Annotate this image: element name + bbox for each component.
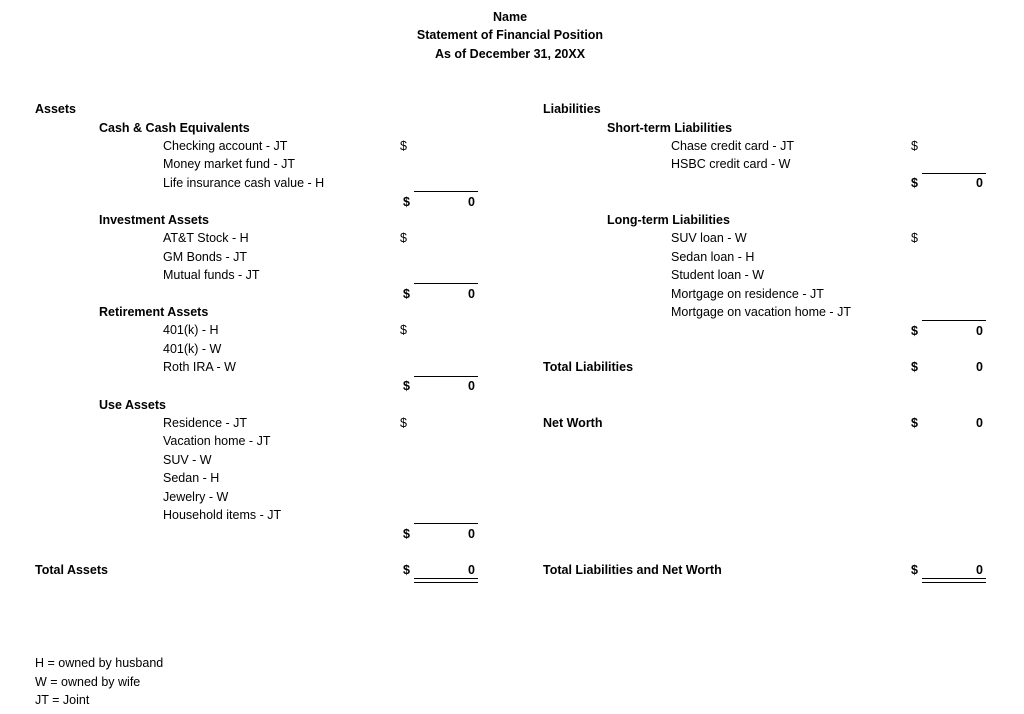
asset-item: Household items - JT (163, 508, 282, 522)
asset-item: Life insurance cash value - H (163, 176, 325, 190)
currency-sign: $ (400, 416, 407, 430)
asset-item: AT&T Stock - H (163, 231, 249, 245)
total-liabilities-label: Total Liabilities (543, 360, 634, 374)
asset-item: Roth IRA - W (163, 360, 236, 374)
total-liabilities-value: 0 (976, 360, 983, 374)
currency-sign: $ (400, 323, 407, 337)
asset-item: Mutual funds - JT (163, 268, 260, 282)
liabilities-heading: Liabilities (543, 102, 601, 116)
total-assets-value: 0 (468, 563, 475, 577)
short-term-heading: Short-term Liabilities (607, 121, 733, 135)
liability-item: Sedan loan - H (671, 250, 755, 264)
currency-sign: $ (403, 195, 410, 209)
liability-item: Chase credit card - JT (671, 139, 794, 153)
currency-sign: $ (911, 416, 918, 430)
currency-sign: $ (911, 231, 918, 245)
statement-date: As of December 31, 20XX (434, 47, 586, 61)
liability-item: Mortgage on residence - JT (671, 287, 824, 301)
net-worth-label: Net Worth (543, 416, 603, 430)
total-liab-nw-label: Total Liabilities and Net Worth (543, 563, 722, 577)
investment-heading: Investment Assets (99, 213, 209, 227)
asset-item: 401(k) - H (163, 323, 219, 337)
currency-sign: $ (911, 563, 918, 577)
asset-item: Money market fund - JT (163, 157, 295, 171)
currency-sign: $ (403, 379, 410, 393)
subtotal-rule (922, 320, 986, 321)
total-double-rule (414, 578, 478, 583)
subtotal-rule (414, 191, 478, 192)
currency-sign: $ (403, 563, 410, 577)
subtotal-rule (922, 173, 986, 174)
long-term-subtotal: 0 (976, 324, 983, 338)
subtotal-rule (414, 523, 478, 524)
asset-item: SUV - W (163, 453, 212, 467)
subtotal-rule (414, 283, 478, 284)
cash-heading: Cash & Cash Equivalents (99, 121, 250, 135)
legend-wife: W = owned by wife (35, 675, 141, 689)
use-assets-heading: Use Assets (99, 398, 166, 412)
currency-sign: $ (911, 139, 918, 153)
liability-item: Student loan - W (671, 268, 765, 282)
asset-item: Sedan - H (163, 471, 220, 485)
investment-subtotal: 0 (468, 287, 475, 301)
total-liab-nw-value: 0 (976, 563, 983, 577)
asset-item: Checking account - JT (163, 139, 288, 153)
asset-item: GM Bonds - JT (163, 250, 248, 264)
statement-title: Statement of Financial Position (416, 28, 604, 42)
currency-sign: $ (400, 231, 407, 245)
total-assets-label: Total Assets (35, 563, 108, 577)
liability-item: SUV loan - W (671, 231, 747, 245)
long-term-heading: Long-term Liabilities (607, 213, 730, 227)
currency-sign: $ (911, 176, 918, 190)
currency-sign: $ (403, 527, 410, 541)
total-double-rule (922, 578, 986, 583)
liability-item: HSBC credit card - W (671, 157, 791, 171)
asset-item: Residence - JT (163, 416, 248, 430)
currency-sign: $ (400, 139, 407, 153)
asset-item: 401(k) - W (163, 342, 222, 356)
cash-subtotal: 0 (468, 195, 475, 209)
assets-heading: Assets (35, 102, 76, 116)
currency-sign: $ (911, 324, 918, 338)
asset-item: Jewelry - W (163, 490, 229, 504)
legend-joint: JT = Joint (35, 693, 90, 707)
currency-sign: $ (911, 360, 918, 374)
short-term-subtotal: 0 (976, 176, 983, 190)
subtotal-rule (414, 376, 478, 377)
legend-husband: H = owned by husband (35, 656, 164, 670)
statement-name: Name (492, 10, 528, 24)
use-assets-subtotal: 0 (468, 527, 475, 541)
currency-sign: $ (403, 287, 410, 301)
net-worth-value: 0 (976, 416, 983, 430)
liability-item: Mortgage on vacation home - JT (671, 305, 851, 319)
asset-item: Vacation home - JT (163, 434, 271, 448)
retirement-subtotal: 0 (468, 379, 475, 393)
retirement-heading: Retirement Assets (99, 305, 209, 319)
